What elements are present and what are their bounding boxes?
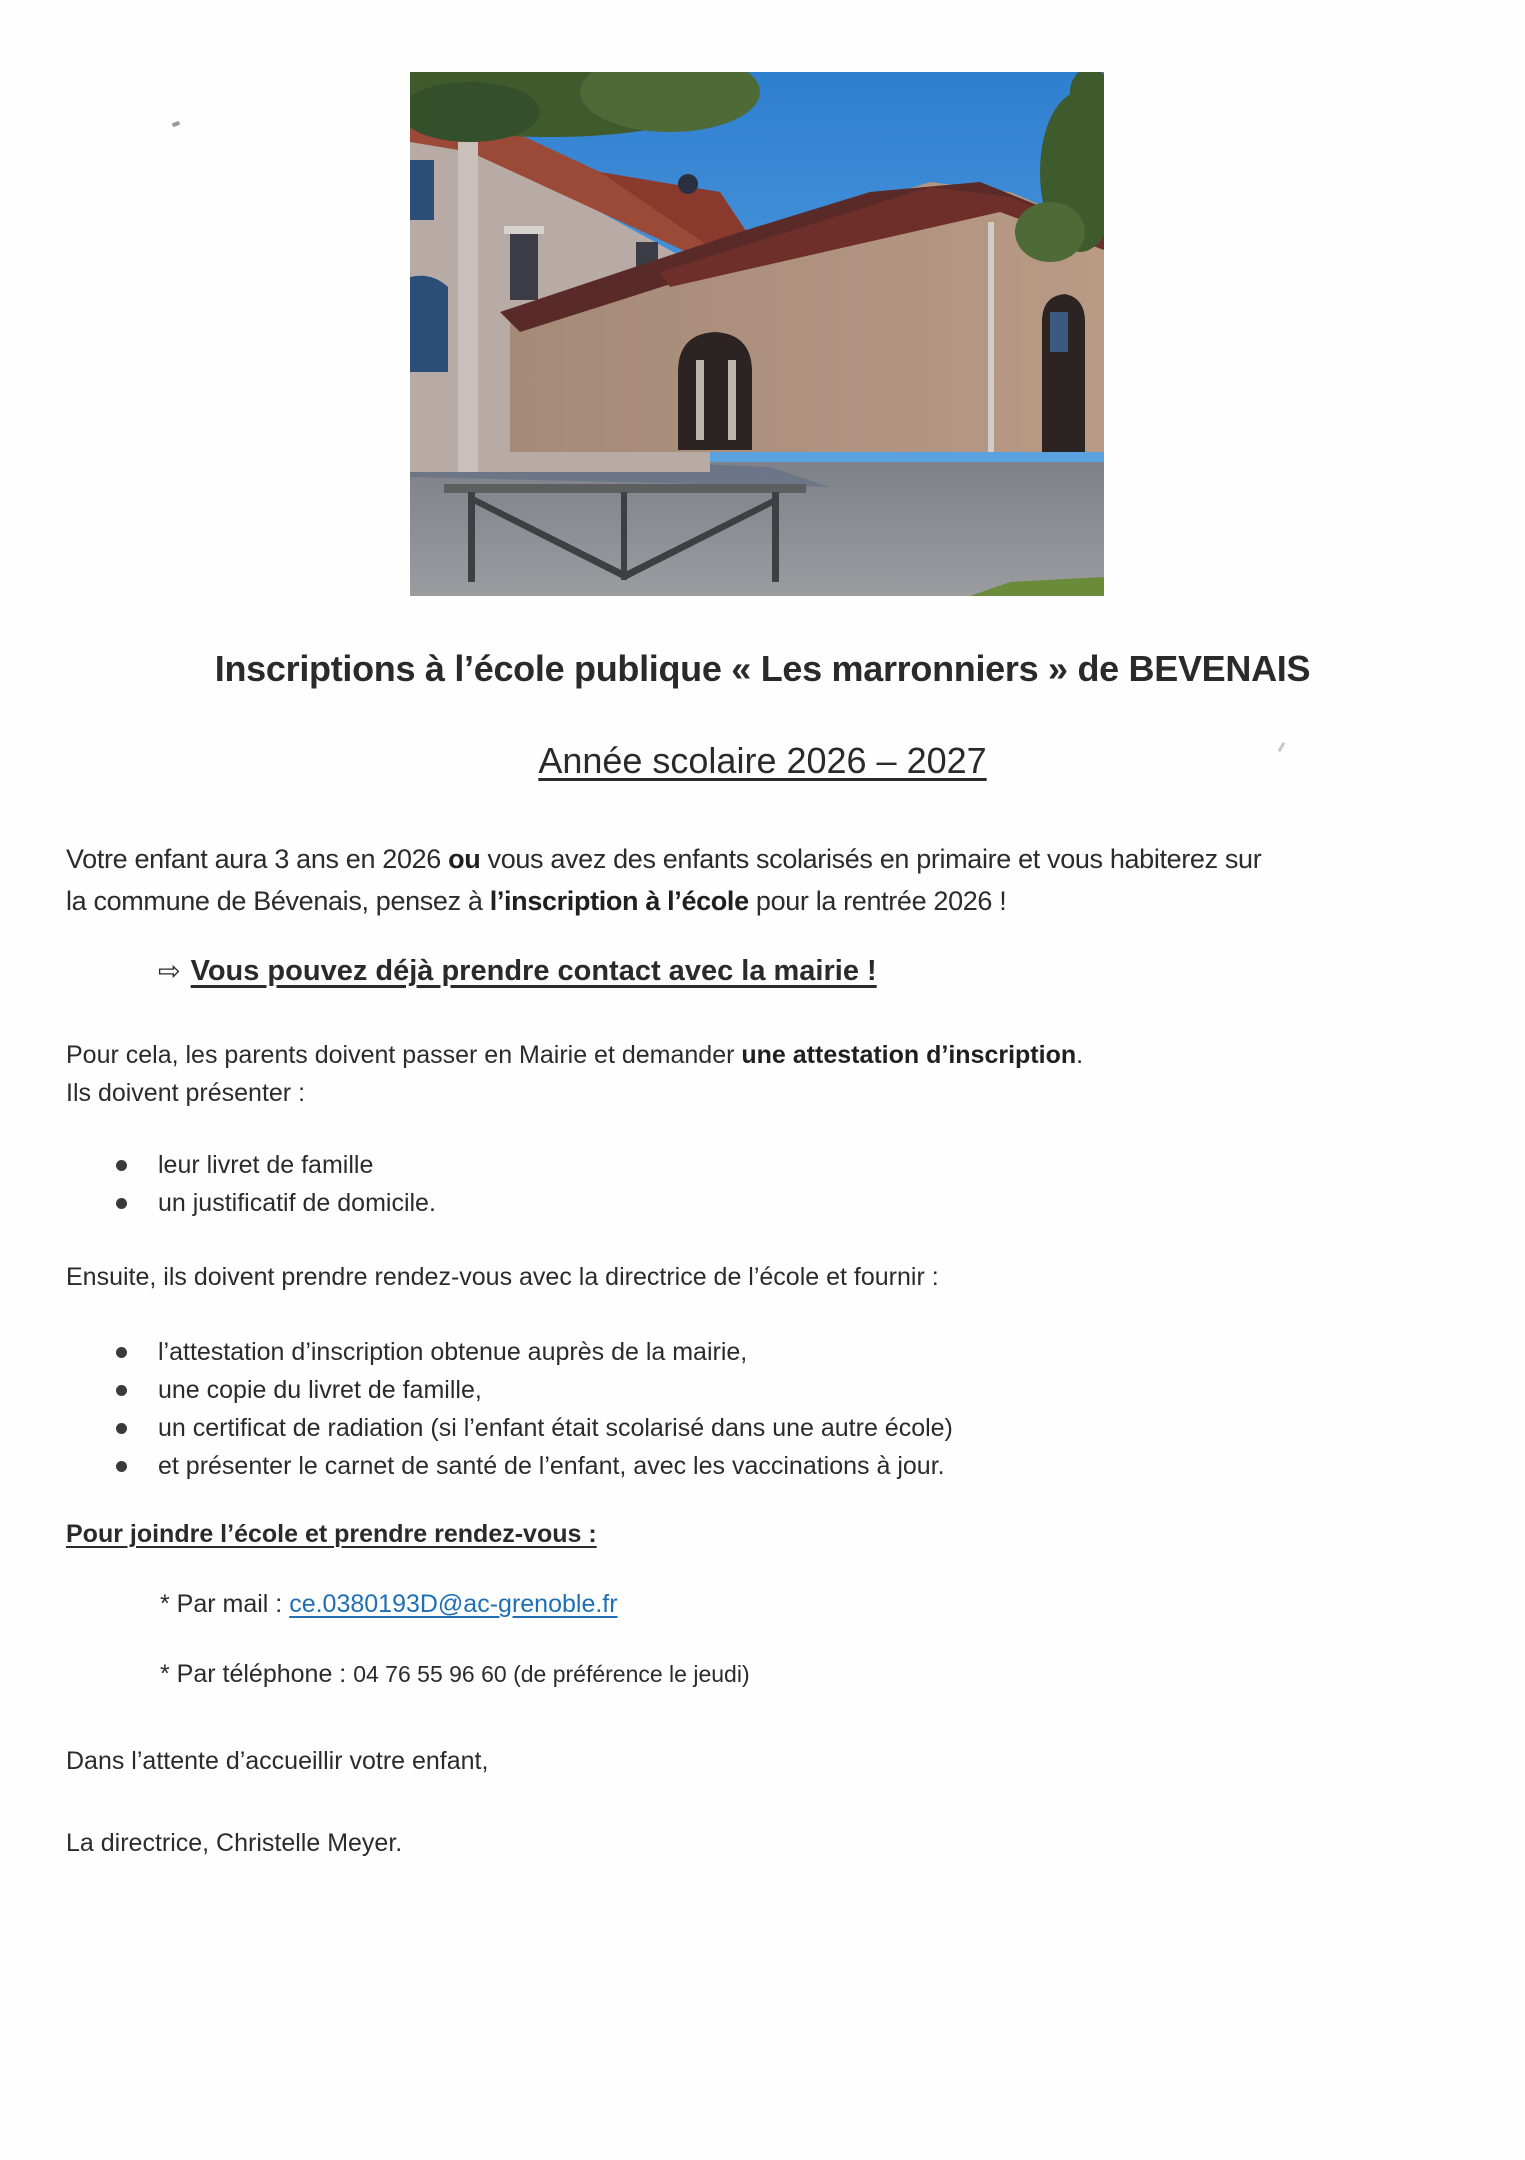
page-title: Inscriptions à l’école publique « Les marronniers » de BEVENAIS (214, 648, 1311, 689)
window-lintel (504, 226, 544, 234)
intro-text: pour la rentrée 2026 ! (748, 886, 1007, 916)
intro-paragraph (66, 838, 1261, 922)
phone-number: 04 76 55 96 60 (353, 1661, 507, 1687)
intro-line-2 (66, 880, 1261, 922)
bench-leg (468, 492, 475, 582)
callout-text: Vous pouvez déjà prendre contact avec la mairie ! (190, 955, 877, 987)
phone-label: * Par téléphone : (160, 1660, 354, 1688)
window (410, 160, 434, 220)
mairie-paragraph (66, 1036, 1083, 1112)
bench-leg (621, 492, 627, 580)
mairie-text: . (1076, 1041, 1084, 1069)
tree-foliage (1015, 202, 1085, 262)
school-paragraph: Ensuite, ils doivent prendre rendez-vous avec la directrice de l’école et fournir : (66, 1263, 939, 1291)
bullet-icon (116, 1160, 127, 1171)
school-building-photo (410, 72, 1104, 596)
window (510, 232, 538, 300)
list-item (110, 1371, 953, 1409)
intro-text: Votre enfant aura 3 ans en 2026 (66, 844, 449, 874)
list-item (110, 1333, 953, 1371)
list-item (110, 1409, 953, 1447)
intro-emphasis: ou (448, 844, 481, 874)
email-link[interactable]: ce.0380193D@ac-grenoble.fr (289, 1590, 618, 1618)
bullet-icon (116, 1198, 127, 1209)
list-item-text: un justificatif de domicile. (158, 1189, 436, 1217)
signature-line: La directrice, Christelle Meyer. (66, 1829, 403, 1857)
list-item-text: l’attestation d’inscription obtenue auprès de la mairie, (158, 1338, 748, 1366)
bullet-icon (116, 1423, 127, 1434)
bench-top (444, 484, 806, 493)
list-item-text: et présenter le carnet de santé de l’enfant, avec les vaccinations à jour. (158, 1452, 945, 1480)
bench-leg (772, 492, 779, 582)
list-item (110, 1146, 436, 1184)
list-item-text: une copie du livret de famille, (158, 1376, 482, 1404)
school-documents-list (110, 1333, 953, 1485)
bullet-icon (116, 1347, 127, 1358)
bullet-icon (116, 1385, 127, 1396)
arched-window (410, 276, 448, 372)
school-year-heading (0, 740, 1525, 782)
mairie-emphasis: une attestation d’inscription (741, 1041, 1077, 1069)
arched-door (678, 332, 752, 450)
window (1050, 312, 1068, 352)
door-panel (728, 360, 736, 440)
mairie-line-1 (66, 1036, 1083, 1074)
contact-heading: Pour joindre l’école et prendre rendez-vous : (66, 1520, 597, 1548)
list-item-text: leur livret de famille (158, 1151, 374, 1179)
list-item (110, 1447, 953, 1485)
phone-note: (de préférence le jeudi) (506, 1661, 750, 1687)
arrow-right-outline-icon: ⇨ (158, 956, 181, 986)
school-building-illustration (410, 72, 1104, 596)
drainpipe (988, 222, 994, 452)
building-pillar (458, 142, 478, 472)
scan-speck (172, 121, 181, 127)
email-label: * Par mail : (160, 1590, 290, 1618)
school-year-text: Année scolaire 2026 – 2027 (538, 740, 987, 781)
mairie-documents-list (110, 1146, 436, 1222)
intro-line-1 (66, 838, 1261, 880)
roof-ornament (678, 174, 698, 194)
intro-emphasis: l’inscription à l’école (489, 886, 749, 916)
contact-phone-line (160, 1660, 750, 1689)
bullet-icon (116, 1461, 127, 1472)
list-item-text: un certificat de radiation (si l’enfant était scolarisé dans une autre école) (158, 1414, 953, 1442)
mairie-text: Pour cela, les parents doivent passer en Mairie et demander (66, 1041, 742, 1069)
contact-email-line (160, 1590, 618, 1619)
closing-line: Dans l’attente d’accueillir votre enfant, (66, 1747, 489, 1775)
contact-mairie-callout (158, 955, 877, 988)
list-item (110, 1184, 436, 1222)
intro-text: vous avez des enfants scolarisés en primaire et vous habiterez sur (480, 844, 1262, 874)
door-panel (696, 360, 704, 440)
intro-text: la commune de Bévenais, pensez à (66, 886, 490, 916)
mairie-line-2: Ils doivent présenter : (66, 1079, 306, 1107)
